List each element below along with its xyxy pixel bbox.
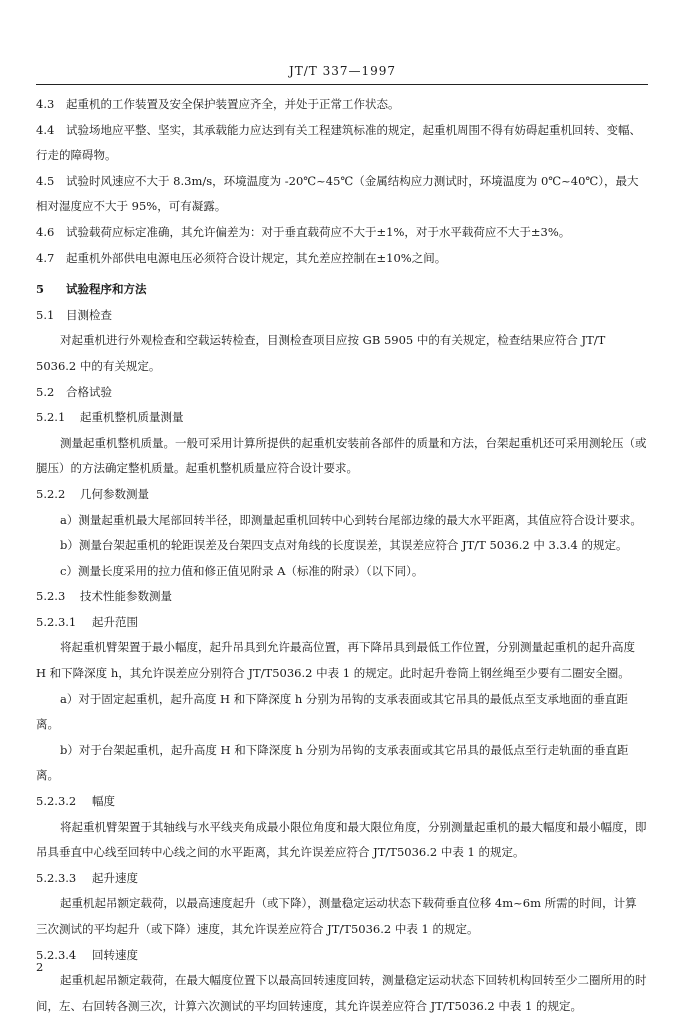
clause-5-1-text: 对起重机进行外观检查和空载运转检查，目测检查项目应按 GB 5905 中的有关规定，检查结果应符合 JT/T 5036.2 中的有关规定。 [36,333,606,373]
clause-5-2-2-a: a）测量起重机最大尾部回转半径，即测量起重机回转中心到转台尾部边缘的最大水平距离，其值应符合设计要求。 [60,512,642,527]
clause-4-7: 4.7 起重机外部供电电源电压必须符合设计规定，其允差应控制在±10%之间。 [36,250,447,265]
clause-5-2-1-title: 5.2.1 起重机整机质量测量 [36,410,184,425]
clause-5-1-title: 5.1 目测检查 [36,307,112,322]
clause-5-2-2-title: 5.2.2 几何参数测量 [36,486,149,501]
clause-5-2-3-title: 5.2.3 技术性能参数测量 [36,589,172,604]
clause-5-2-1-text: 测量起重机整机质量。一般可采用计算所提供的起重机安装前各部件的质量和方法，台架起重机还可采用测轮压（或腿压）的方法确定整机质量。起重机整机质量应符合设计要求。 [36,435,647,476]
clause-5-2-2-c: c）测量长度采用的拉力值和修正值见附录 A（标准的附录）（以下同）。 [60,563,424,578]
clause-5-2-title: 5.2 合格试验 [36,384,112,399]
clause-5-2-3-1-title: 5.2.3.1 起升范围 [36,614,138,629]
document-header: JT/T 337—1997 [288,64,397,78]
clause-4-6: 4.6 试验载荷应标定准确，其允许偏差为：对于垂直载荷应不大于±1%，对于水平载荷应不大于±3%。 [36,224,571,239]
clause-5-2-3-1-text: 将起重机臂架置于最小幅度，起升吊具到允许最高位置，再下降吊具到最低工作位置，分别测量起重机的起升高度 H 和下降深度 h，其允许误差应分别符合 JT/T5036.2 中表 1 的规定。此时起升卷筒上钢丝绳至少要有二圈安全圈。 [36,640,635,681]
clause-5-2-3-3-text: 起重机起吊额定载荷，以最高速度起升（或下降），测量稳定运动状态下载荷垂直位移 4m~6m 所需的时间，计算三次测试的平均起升（或下降）速度，其允许误差应符合 JT/T5036.2 中表 1 的规定。 [36,896,637,936]
clause-5-2-3-4-title: 5.2.3.4 回转速度 [36,947,138,962]
clause-5-2-2-b: b）测量台架起重机的轮距误差及台架四支点对角线的长度误差，其误差应符合 JT/T 5036.2 中 3.3.4 的规定。 [60,538,628,553]
clause-4-5: 4.5 试验时风速应不大于 8.3m/s，环境温度为 -20℃~45℃（金属结构应力测试时，环境温度为 0℃~40℃），最大相对湿度应不大于 95%，可有凝露。 [36,173,639,214]
clause-5-2-3-4-text: 起重机起吊额定载荷，在最大幅度位置下以最高回转速度回转，测量稳定运动状态下回转机构回转至少二圈所用的时间，左、右回转各测三次，计算六次测试的平均回转速度，其允许误差应符合 JT/T5036.2 中表 1 的规定。 [36,973,647,1013]
section-5-heading: 5 试验程序和方法 [36,282,147,297]
clause-5-2-3-2-title: 5.2.3.2 幅度 [36,794,115,809]
header-rule [36,84,648,85]
clause-5-2-3-2-text: 将起重机臂架置于其轴线与水平线夹角成最小限位角度和最大限位角度，分别测量起重机的最大幅度和最小幅度，即吊具垂直中心线至回转中心线之间的水平距离，其允许误差应符合 JT/T5036.2 中表 1 的规定。 [36,819,647,860]
clause-4-4: 4.4 试验场地应平整、坚实，其承载能力应达到有关工程建筑标准的规定，起重机周围不得有妨碍起重机回转、变幅、行走的障碍物。 [36,122,641,163]
clause-5-2-3-3-title: 5.2.3.3 起升速度 [36,870,138,885]
clause-4-3: 4.3 起重机的工作装置及安全保护装置应齐全，并处于正常工作状态。 [36,97,400,111]
clause-5-2-3-1-a: a）对于固定起重机，起升高度 H 和下降深度 h 分别为吊钩的支承表面或其它吊具的最低点至支承地面的垂直距离。 [36,691,628,732]
page-number: 2 [36,960,44,974]
clause-5-2-3-1-b: b）对于台架起重机，起升高度 H 和下降深度 h 分别为吊钩的支承表面或其它吊具的最低点至行走轨面的垂直距离。 [36,742,629,783]
page-content [36,92,648,1019]
